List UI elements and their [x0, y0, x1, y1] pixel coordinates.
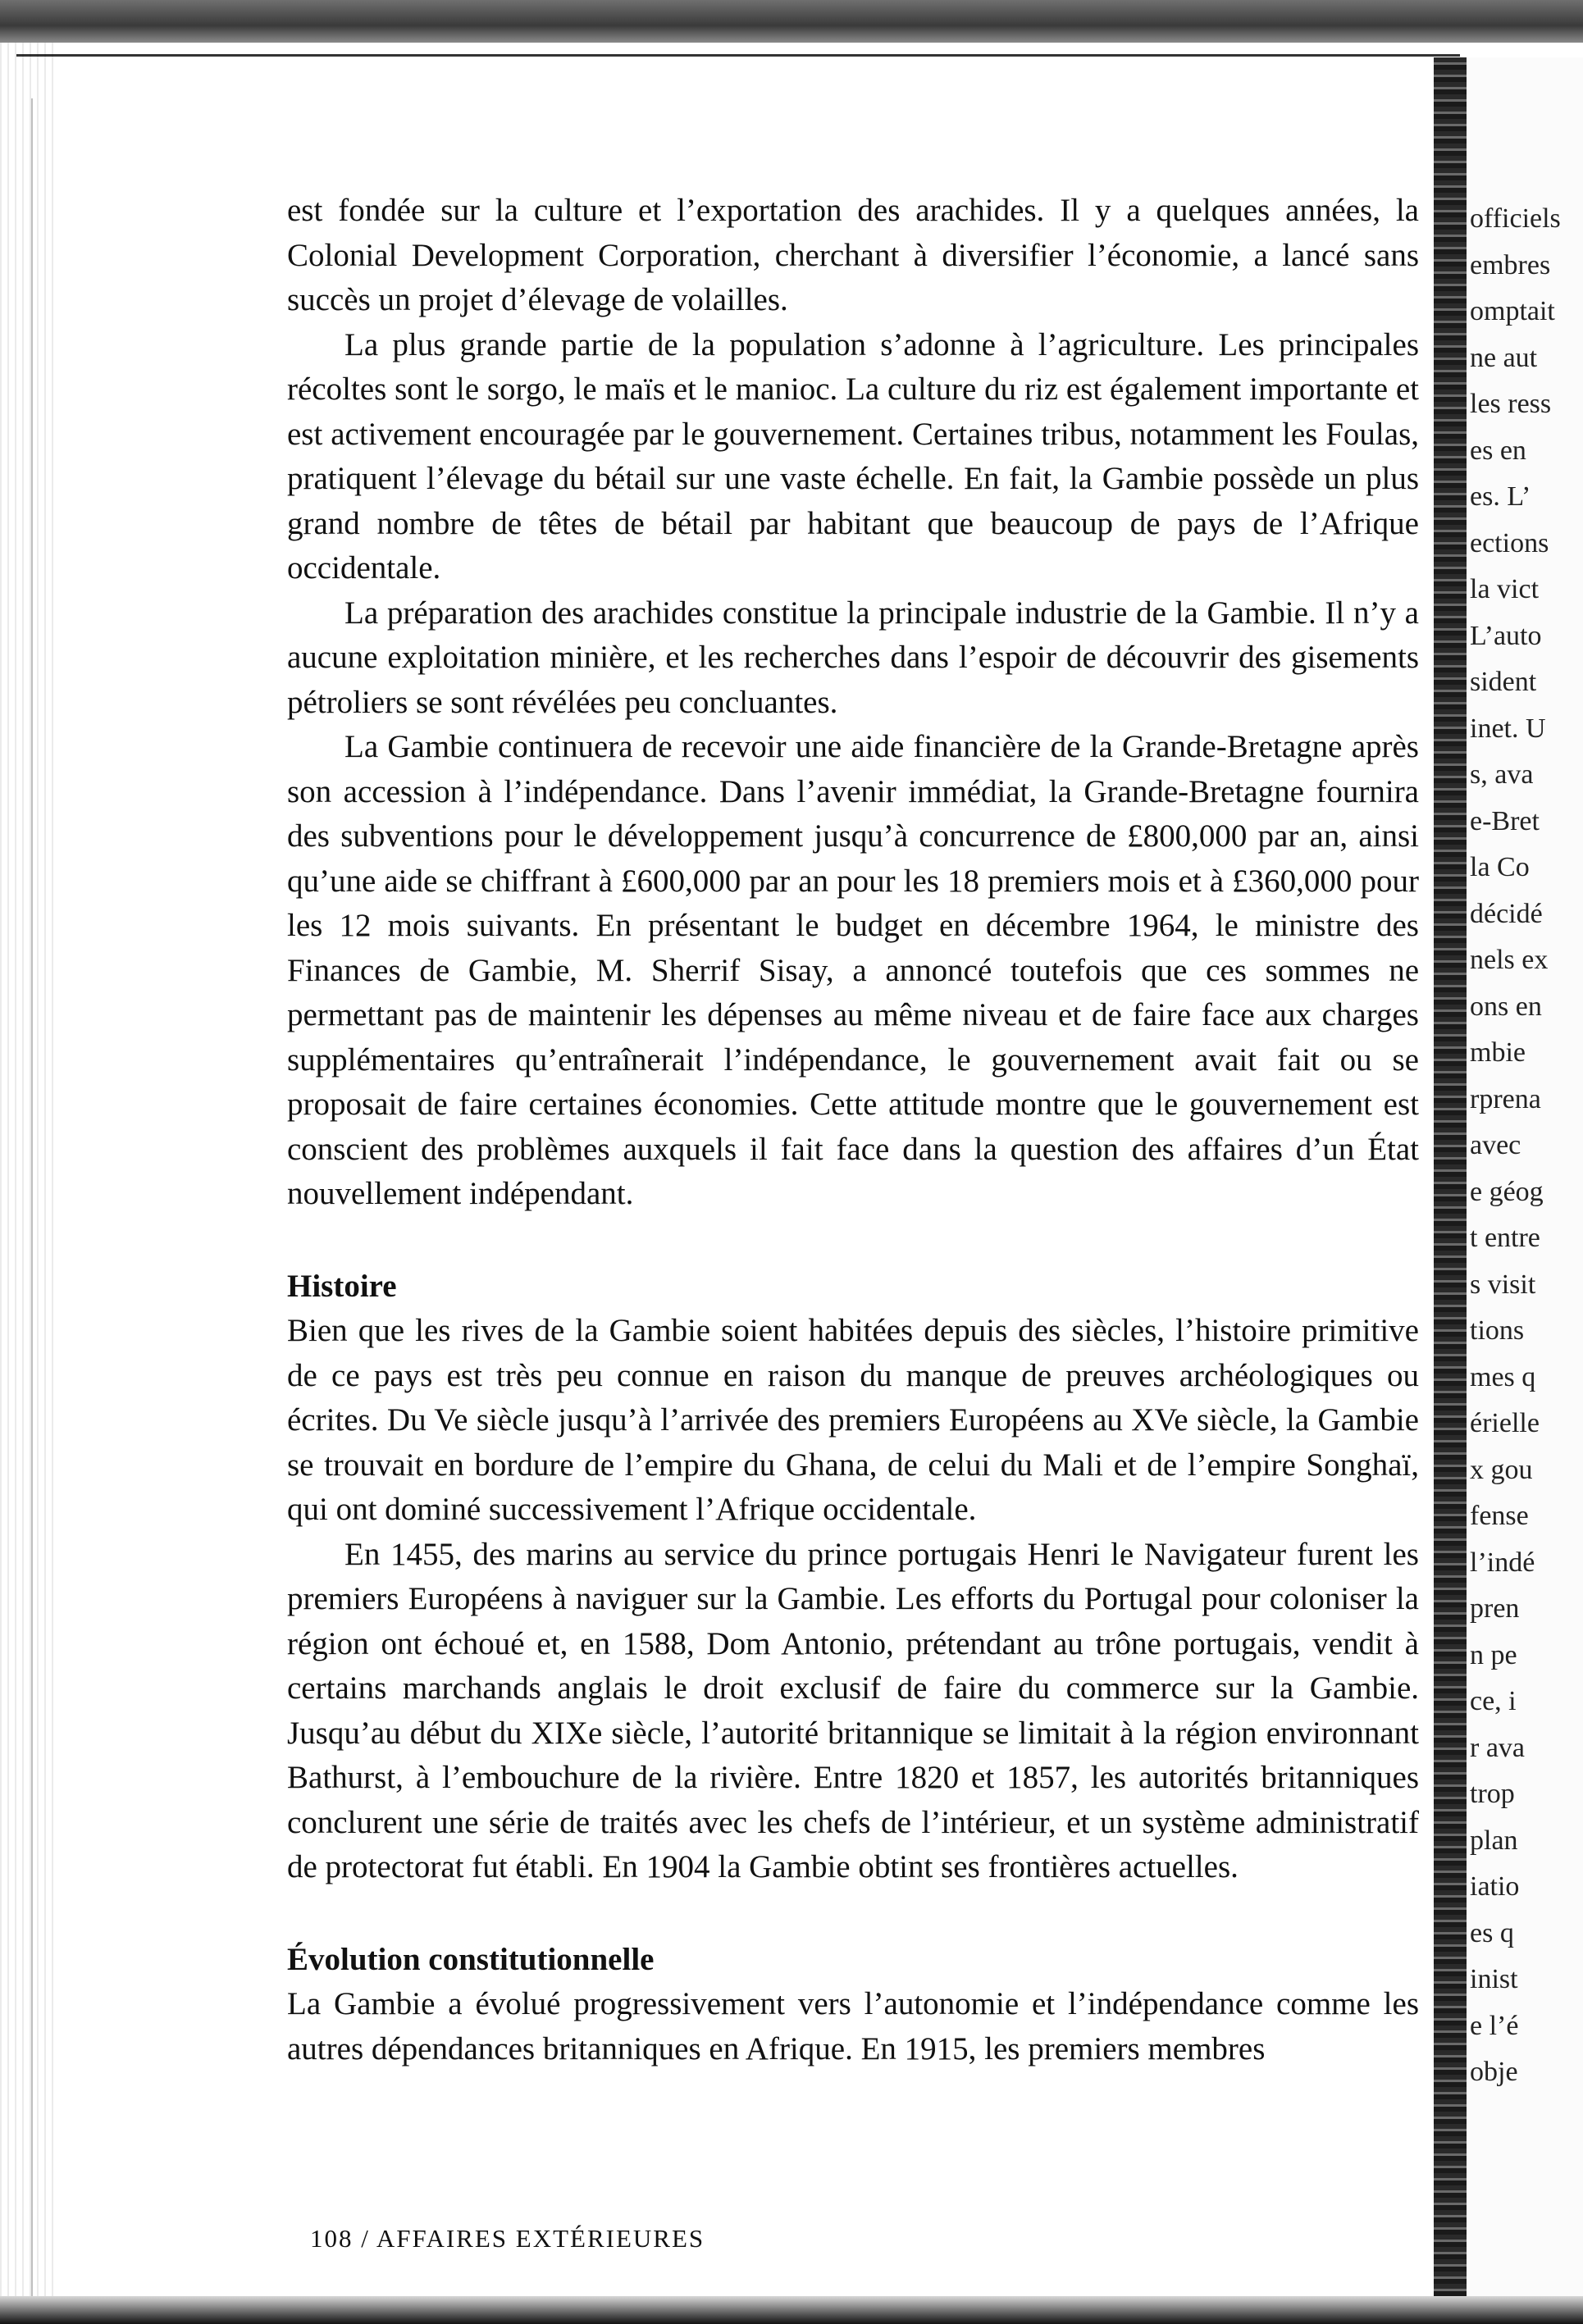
adjacent-page-text: e-Bret	[1470, 805, 1540, 836]
scan-top-band	[0, 0, 1583, 43]
scan-left-line	[31, 98, 33, 2313]
adjacent-page-text: nels ex	[1470, 945, 1549, 975]
adjacent-page-text: ons en	[1470, 991, 1542, 1022]
adjacent-page-text: officiels	[1470, 203, 1561, 234]
paragraph: La plus grande partie de la population s’adonne à l’agriculture. Les principales récoltes sont le sorgo, le maïs et le manioc. La culture du riz est également importante et est activement encouragée par le gouvernement. Certaines tribus, notamment les Foulas, pratiquent l’élevage du bétail sur une vaste échelle. En fait, la Gambie possède un plus grand nombre de têtes de bétail par habitant que beaucoup de pays de l’Afrique occidentale.	[287, 326, 1419, 586]
paragraph: La préparation des arachides constitue la principale industrie de la Gambie. Il n’y a aucune exploitation minière, et les recherches dans l’espoir de découvrir des gisements pétroliers se sont révélées peu concluantes.	[287, 595, 1419, 720]
adjacent-page-text: iatio	[1470, 1871, 1520, 1902]
adjacent-page-text: trop	[1470, 1779, 1515, 1809]
page-footer: 108 / AFFAIRES EXTÉRIEURES	[310, 2224, 705, 2253]
adjacent-page-text: obje	[1470, 2057, 1518, 2087]
adjacent-page-text: pren	[1470, 1593, 1520, 1624]
section-heading-histoire: Histoire	[287, 1268, 397, 1304]
adjacent-page-text: omptait	[1470, 296, 1555, 326]
adjacent-page-text: fense	[1470, 1501, 1529, 1531]
adjacent-page-text: rprena	[1470, 1083, 1541, 1114]
adjacent-page-text: les ress	[1470, 389, 1552, 419]
adjacent-page-text: décidé	[1470, 898, 1543, 929]
section-heading-evolution: Évolution constitutionnelle	[287, 1941, 655, 1977]
book-spine-shadow	[1434, 57, 1467, 2324]
adjacent-page-text: tions	[1470, 1315, 1525, 1346]
adjacent-page-text: e l’é	[1470, 2010, 1519, 2041]
adjacent-page-text: n pe	[1470, 1639, 1517, 1670]
adjacent-page-text: plan	[1470, 1825, 1518, 1856]
adjacent-page-text: ce, i	[1470, 1686, 1517, 1716]
adjacent-page-text: e géog	[1470, 1176, 1544, 1207]
adjacent-page-text: sident	[1470, 667, 1537, 697]
adjacent-page-text: mbie	[1470, 1037, 1526, 1068]
paragraph: En 1455, des marins au service du prince portugais Henri le Navigateur furent les premiers Européens à naviguer sur la Gambie. Les efforts du Portugal pour coloniser la région ont échoué et, en 1588, Dom Antonio, prétendant au trône portugais, vendit à certains marchands anglais le droit exclusif de faire du commerce sur la Gambie. Jusqu’au début du XIXe siècle, l’autorité britannique se limitait à la région environnant Bathurst, à l’embouchure de la rivière. Entre 1820 et 1857, les autorités britanniques conclurent une série de traités avec les chefs de l’intérieur, et un système administratif de protectorat fut établi. En 1904 la Gambie obtint ses frontières actuelles.	[287, 1536, 1419, 1884]
page-body	[287, 189, 1419, 2071]
scan-left-edge	[0, 43, 57, 2324]
adjacent-page-text: la vict	[1470, 574, 1540, 604]
adjacent-page-text: L’auto	[1470, 620, 1542, 651]
adjacent-page-text: es. L’	[1470, 481, 1531, 512]
scan-bottom-band	[0, 2296, 1583, 2324]
adjacent-page-text: t entre	[1470, 1223, 1540, 1253]
adjacent-page-text: mes q	[1470, 1361, 1536, 1392]
paragraph: La Gambie a évolué progressivement vers l’autonomie et l’indépendance comme les autres dépendances britanniques en Afrique. En 1915, les premiers membres	[287, 1986, 1419, 2067]
scan-top-rule	[16, 54, 1460, 57]
adjacent-page-text: s visit	[1470, 1269, 1536, 1300]
adjacent-page-text: ne aut	[1470, 342, 1538, 373]
adjacent-page-text: inist	[1470, 1964, 1518, 1994]
adjacent-page-text: es q	[1470, 1917, 1514, 1948]
adjacent-page-text: r ava	[1470, 1732, 1526, 1763]
adjacent-page-text: l’indé	[1470, 1547, 1535, 1578]
paragraph: La Gambie continuera de recevoir une aide financière de la Grande-Bretagne après son accession à l’indépendance. Dans l’avenir immédiat, la Grande-Bretagne fournira des subventions pour le développement jusqu’à concurrence de £800,000 par an, ainsi qu’une aide se chiffrant à £600,000 par an pour les 18 premiers mois et à £360,000 pour les 12 mois suivants. En présentant le budget en décembre 1964, le ministre des Finances de Gambie, M. Sherrif Sisay, a annoncé toutefois que ces sommes ne permettant pas de maintenir les dépenses au même niveau et de faire face aux charges supplémentaires qu’entraînerait l’indépendance, le gouvernement avait fait ou se proposait de faire certaines économies. Cette attitude montre que le gouvernement est conscient des problèmes auxquels il fait face dans la question des affaires d’un État nouvellement indépendant.	[287, 729, 1419, 1211]
paragraph: est fondée sur la culture et l’exportation des arachides. Il y a quelques années, la Colonial Development Corporation, cherchant à diversifier l’économie, a lancé sans succès un projet d’élevage de volailles.	[287, 193, 1419, 317]
adjacent-page-text: es en	[1470, 435, 1526, 466]
adjacent-page-text: s, ava	[1470, 759, 1534, 790]
adjacent-page-text: érielle	[1470, 1408, 1540, 1438]
adjacent-page-text: inet. U	[1470, 713, 1546, 744]
adjacent-page-text: la Co	[1470, 852, 1530, 882]
paragraph: Bien que les rives de la Gambie soient habitées depuis des siècles, l’histoire primitive de ce pays est très peu connue en raison du manque de preuves archéologiques ou écrites. Du Ve siècle jusqu’à l’arrivée des premiers Européens au XVe siècle, la Gambie se trouvait en bordure de l’empire du Ghana, de celui du Mali et de l’empire Songhaï, qui ont dominé successivement l’Afrique occidentale.	[287, 1313, 1419, 1527]
adjacent-page-text: avec	[1470, 1130, 1521, 1160]
adjacent-page-text: x gou	[1470, 1454, 1533, 1485]
adjacent-page-text: ections	[1470, 527, 1549, 558]
adjacent-page-text: embres	[1470, 249, 1551, 280]
